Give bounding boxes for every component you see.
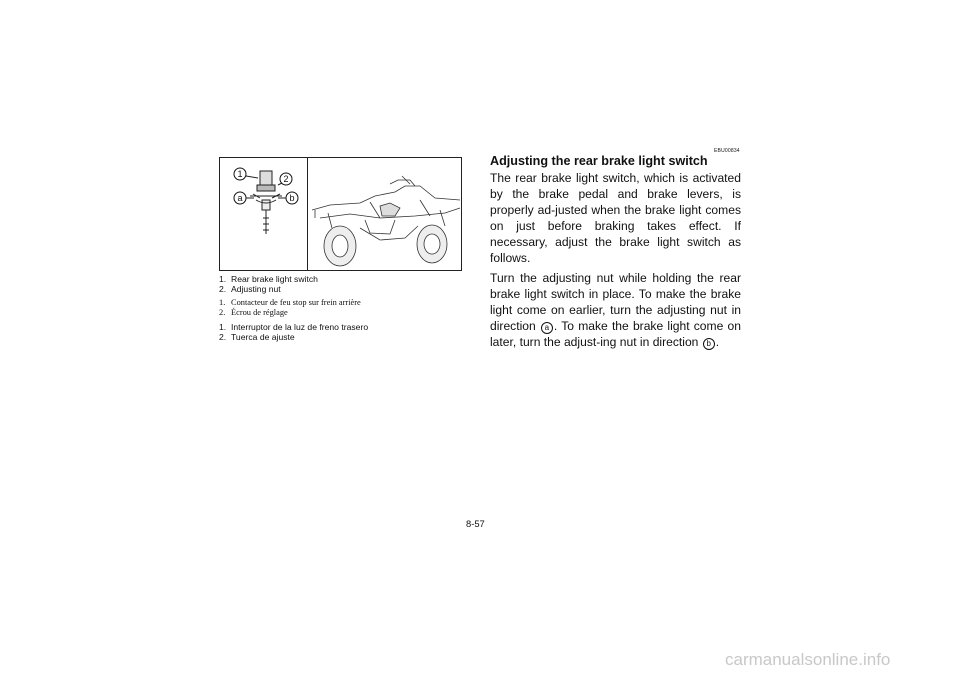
paragraph-1: The rear brake light switch, which is activated by the brake pedal and brake levers, is properly ad-justed when the brake light comes on just before braking takes effect. If necessary, adjust the brake light switch as follows. (490, 171, 741, 265)
caption-item: 2. Tuerca de ajuste (219, 332, 295, 342)
watermark: carmanualsonline.info (725, 650, 891, 669)
figure-captions (219, 274, 469, 346)
caption-item: 1. Interruptor de la luz de freno trasero (219, 322, 369, 332)
page-number: 8-57 (466, 518, 485, 529)
caption-item: 1. Rear brake light switch (219, 274, 318, 284)
atv-illustration (220, 158, 463, 272)
paragraph-2: Turn the adjusting nut while holding the rear brake light switch in place. To make the brake light come on earlier, turn the adjusting nut in direction a . To make the brake light come on later, turn the adjust-ing nut in direction b . (490, 271, 741, 349)
callout-a: a (237, 193, 243, 203)
captions-english (219, 274, 469, 294)
captions-spanish (219, 322, 469, 342)
section-heading: Adjusting the rear brake light switch (490, 154, 708, 168)
callout-1: 1 (237, 169, 243, 179)
callout-b: b (289, 193, 295, 203)
caption-text: Rear brake light switch (231, 274, 318, 284)
callout-2: 2 (283, 174, 289, 184)
direction-a-symbol: a (541, 322, 553, 334)
caption-text: Interruptor de la luz de freno trasero (231, 322, 369, 332)
caption-text: Adjusting nut (231, 284, 281, 294)
caption-item: 1. Contacteur de feu stop sur frein arrière (219, 298, 361, 307)
direction-b-symbol: b (703, 338, 715, 350)
section-code: EBU00834 (714, 148, 740, 154)
caption-text: Contacteur de feu stop sur frein arrière (231, 298, 361, 307)
caption-item: 2. Écrou de réglage (219, 308, 288, 317)
caption-text: Écrou de réglage (231, 308, 288, 317)
section-body (490, 170, 741, 354)
caption-item: 2. Adjusting nut (219, 284, 281, 294)
brake-switch-figure (219, 157, 462, 271)
captions-french (219, 298, 469, 318)
caption-text: Tuerca de ajuste (231, 332, 295, 342)
